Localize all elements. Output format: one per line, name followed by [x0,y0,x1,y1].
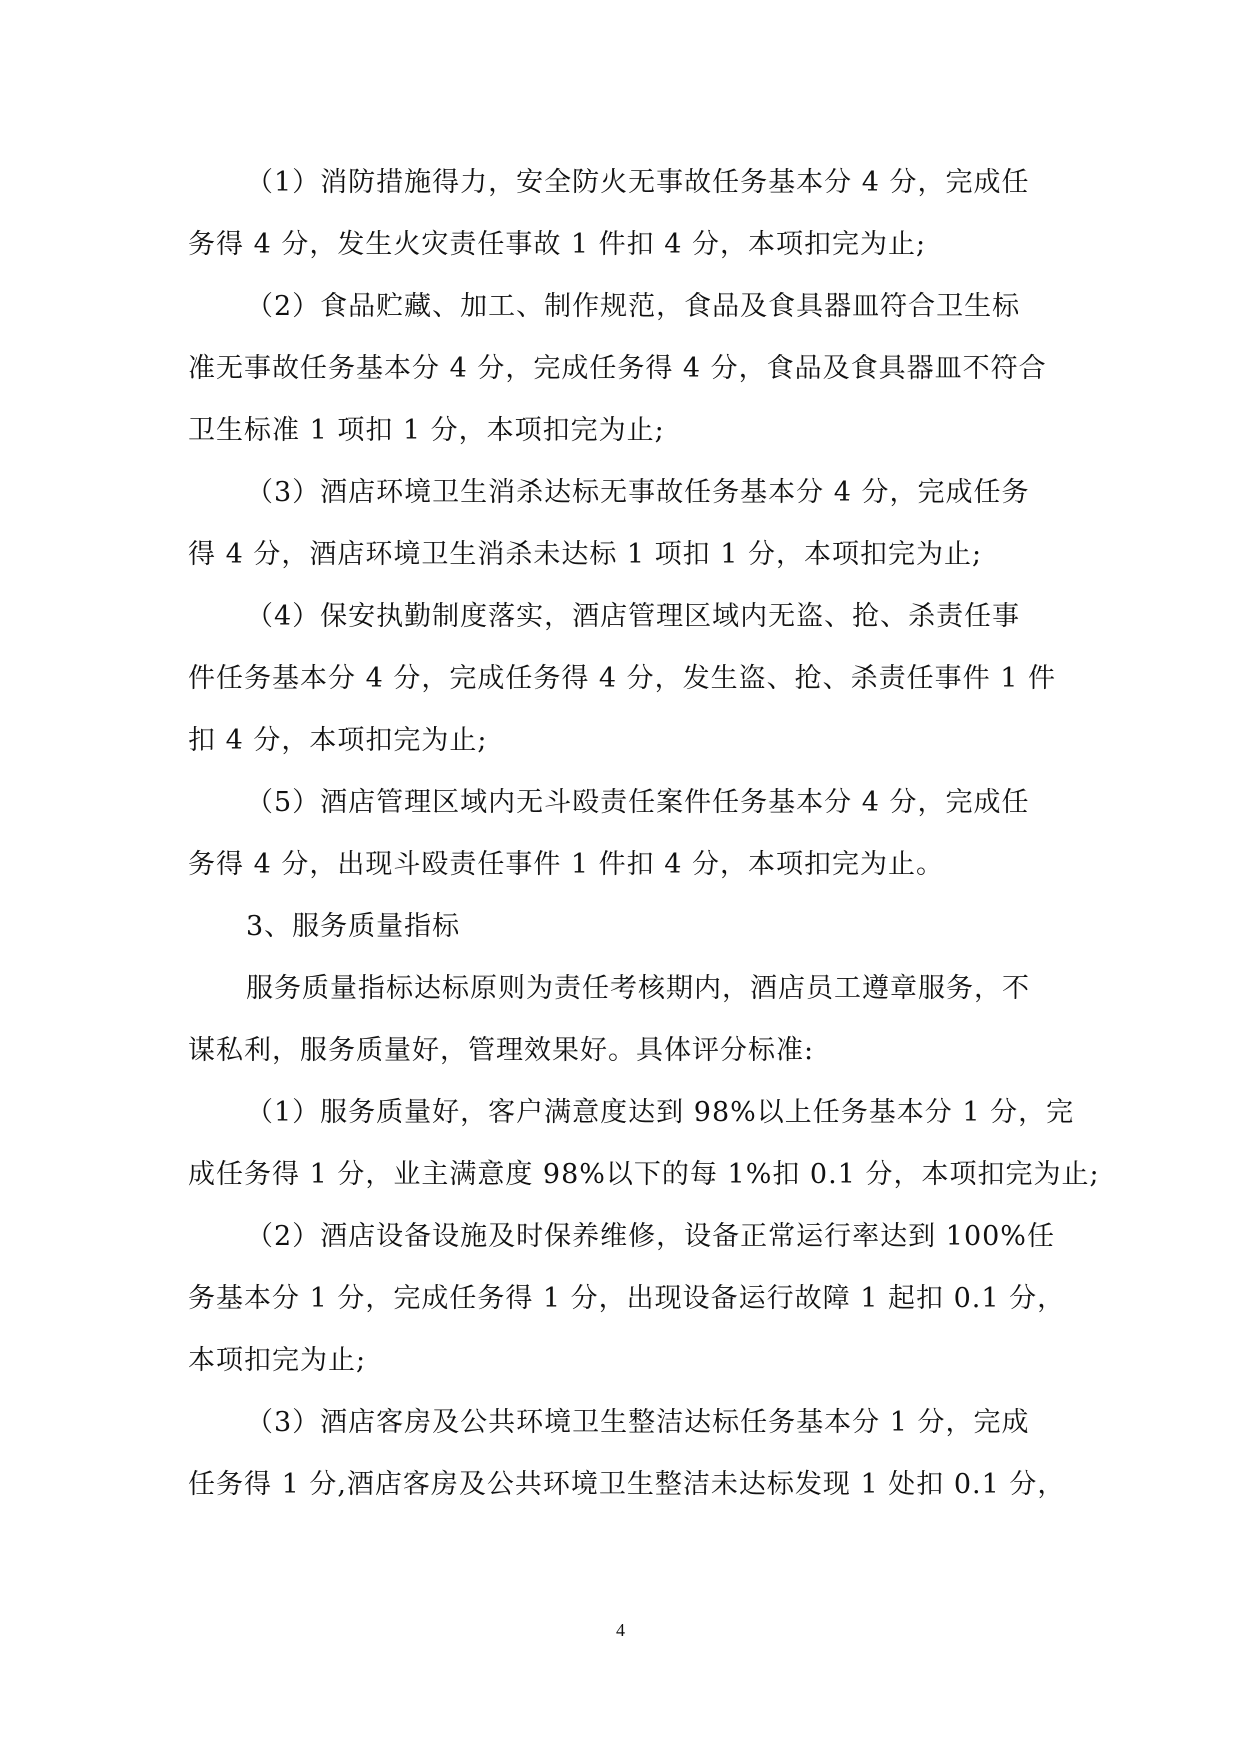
text-line: （4）保安执勤制度落实，酒店管理区域内无盗、抢、杀责任事 [246,601,1021,632]
text-line: 务基本分 1 分，完成任务得 1 分，出现设备运行故障 1 起扣 0.1 分， [188,1283,1066,1314]
text-line: 成任务得 1 分，业主满意度 98%以下的每 1%扣 0.1 分，本项扣完为止; [188,1159,1100,1190]
text-line: （2）食品贮藏、加工、制作规范，食品及食具器皿符合卫生标 [246,291,1021,322]
text-line: （3）酒店环境卫生消杀达标无事故任务基本分 4 分，完成任务 [246,477,1030,508]
text-line: 务得 4 分，出现斗殴责任事件 1 件扣 4 分，本项扣完为止。 [188,849,945,880]
text-line: 扣 4 分，本项扣完为止; [188,725,488,756]
page-number: 4 [616,1620,625,1640]
text-line: （1）服务质量好，客户满意度达到 98%以上任务基本分 1 分，完 [246,1097,1075,1128]
document-body [188,152,1100,1516]
text-line: 卫生标准 1 项扣 1 分，本项扣完为止; [188,415,665,446]
text-line: 务得 4 分，发生火灾责任事故 1 件扣 4 分，本项扣完为止; [188,229,927,260]
section-heading: 3、服务质量指标 [246,911,461,942]
text-line: 准无事故任务基本分 4 分，完成任务得 4 分，食品及食具器皿不符合 [188,353,1047,384]
text-line: 得 4 分，酒店环境卫生消杀未达标 1 项扣 1 分，本项扣完为止; [188,539,983,570]
text-line: 谋私利，服务质量好，管理效果好。具体评分标准: [188,1035,815,1066]
text-line: （1）消防措施得力，安全防火无事故任务基本分 4 分，完成任 [246,167,1030,198]
text-line: 件任务基本分 4 分，完成任务得 4 分，发生盗、抢、杀责任事件 1 件 [188,663,1057,694]
text-line: （3）酒店客房及公共环境卫生整洁达标任务基本分 1 分，完成 [246,1407,1030,1438]
text-line: （5）酒店管理区域内无斗殴责任案件任务基本分 4 分，完成任 [246,787,1030,818]
text-line: 服务质量指标达标原则为责任考核期内，酒店员工遵章服务，不 [246,973,1030,1004]
text-line: 本项扣完为止; [188,1345,367,1376]
text-line: 任务得 1 分,酒店客房及公共环境卫生整洁未达标发现 1 处扣 0.1 分， [188,1469,1066,1500]
text-line: （2）酒店设备设施及时保养维修，设备正常运行率达到 100%任 [246,1221,1055,1252]
